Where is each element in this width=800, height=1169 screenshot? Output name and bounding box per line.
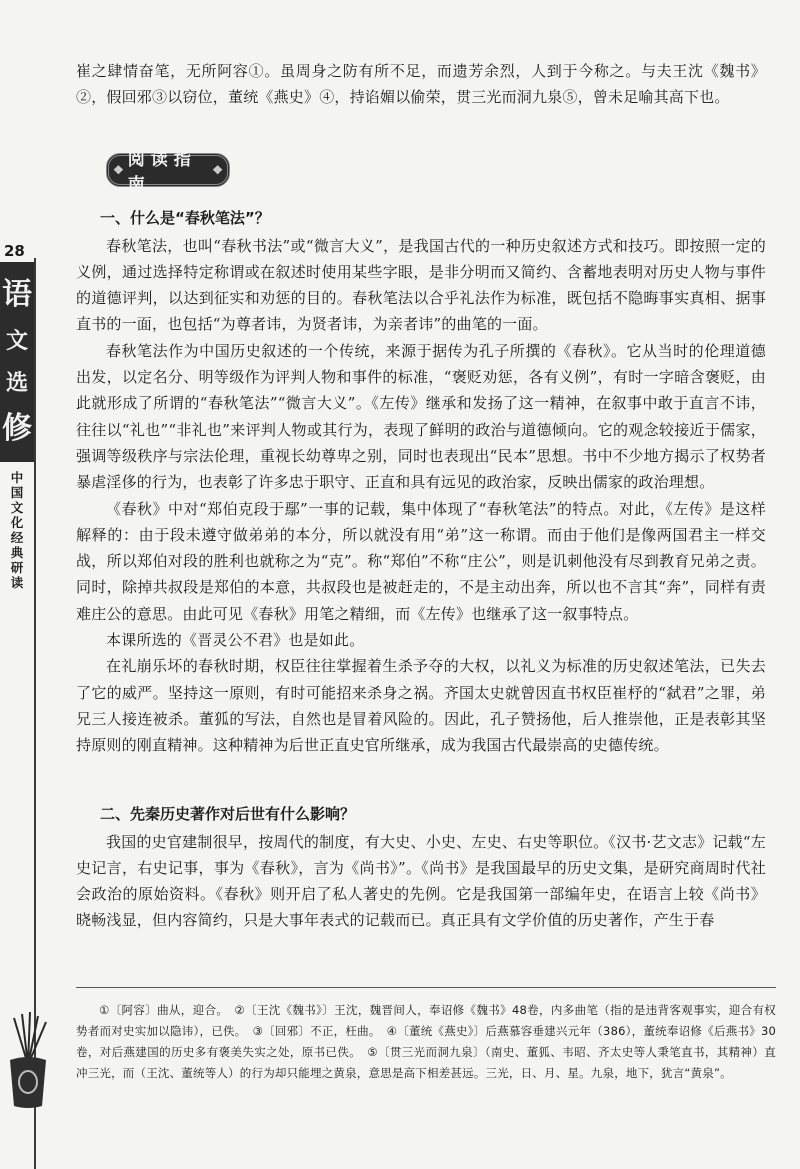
brush-pot-icon	[0, 1010, 56, 1110]
ornament-icon: ❖	[212, 162, 223, 177]
paragraph: 在礼崩乐坏的春秋时期，权臣往往掌握着生杀予夺的大权，以礼义为标准的历史叙述笔法，已失去了它的威严。坚持这一原则，有时可能招来杀身之祸。齐国太史就曾因直书权臣崔杼的“弑君”之罪，弟兄三人接连被杀。董狐的写法，自然也是冒着风险的。因此，孔子赞扬他，后人推崇他，正是表彰其坚持原则的刚直精神。这种精神为后世正直史官所继承，成为我国古代最崇高的史德传统。	[76, 657, 766, 755]
intro-paragraph: 崔之肆情奋笔，无所阿容①。虽周身之防有所不足，而遗芳余烈，人到于今称之。与夫王沈《魏书》②，假回邪③以窃位，董统《燕史》④，持谄媚以偷荣，贯三光而洞九泉⑤，曾未足喻其高下也。	[76, 62, 766, 107]
subtitle-char: 读	[10, 575, 24, 590]
footnote-text: ①〔阿容〕曲从，迎合。 ②〔王沈《魏书》〕王沈，魏晋间人，奉诏修《魏书》48卷，内多曲笔（指的是违背客观事实，迎合有权势者而对史实加以隐讳），已佚。 ③〔回邪〕不正，枉曲。 ④〔董统《燕史》〕后燕慕容垂建兴元年（386），董统奉诏修《后燕书》30卷，对后燕建国的历史多有褒美失实之处，原书已佚。 ⑤〔贯三光而洞九泉〕（南史、董狐、韦昭、齐太史等人秉笔直书，其精神）直冲三光，而（王沈、董统等人）的行为却只能埋之黄泉，意思是高下相差甚远。三光，日、月、星。九泉，地下，犹言“黄泉”。	[76, 1003, 776, 1080]
section-heading-1: 一、什么是“春秋笔法”？	[100, 208, 270, 227]
series-char-4: 修	[2, 411, 32, 446]
paragraph: 我国的史官建制很早，按周代的制度，有大史、小史、左史、右史等职位。《汉书·艺文志》记载“左史记言，右史记事，事为《春秋》，言为《尚书》”。《尚书》是我国最早的历史文集，是研究商周时代社会政治的原始资料。《春秋》则开启了私人著史的先例。它是我国第一部编年史，在语言上较《尚书》晓畅浅显，但内容简约，只是大事年表式的记载而已。真正具有文学价值的历史著作，产生于春	[76, 832, 766, 930]
section-heading-2: 二、先秦历史著作对后世有什么影响？	[100, 804, 356, 823]
subtitle-char: 典	[10, 545, 24, 560]
page-number: 28	[4, 242, 25, 260]
subtitle-char: 化	[10, 515, 24, 530]
book-subtitle-vertical	[6, 470, 28, 590]
series-char-2: 文	[5, 328, 28, 354]
subtitle-char: 国	[10, 485, 24, 500]
reading-guide-banner	[106, 149, 230, 195]
banner-label: 阅读指南	[127, 149, 197, 195]
paragraph: 春秋笔法作为中国历史叙述的一个传统，来源于据传为孔子所撰的《春秋》。它从当时的伦理道德出发，以定名分、明等级作为评判人物和事件的标准，“褒贬劝惩，各有义例”，有时一字暗含褒贬，由此就形成了所谓的“春秋笔法”“微言大义”。《左传》继承和发扬了这一精神，在叙事中敢于直言不讳，往往以“礼也”“非礼也”来评判人物或其行为，表现了鲜明的政治与道德倾向。它的观念较接近于儒家，强调等级秩序与宗法伦理，重视长幼尊卑之别，同时也表现出“民本”思想。书中不少地方揭示了权势者暴虐淫侈的行为，也表彰了许多忠于职守、正直和具有远见的政治家，反映出儒家的政治理想。	[76, 341, 766, 492]
ornament-icon: ❖	[113, 162, 124, 177]
subtitle-char: 中	[10, 470, 24, 485]
paragraph: 《春秋》中对“郑伯克段于鄢”一事的记载，集中体现了“春秋笔法”的特点。对此，《左传》是这样解释的：由于段未遵守做弟弟的本分，所以就没有用“弟”这一称谓。而由于他们是像两国君主一样交战，所以郑伯对段的胜利也就称之为“克”。称“郑伯”不称“庄公”，则是讥刺他没有尽到教育兄弟之责。同时，除掉共叔段是郑伯的本意，共叔段也是被赶走的，不是主动出奔，所以也不言其“奔”，同样有责难庄公的意思。由此可见《春秋》用笔之精细，而《左传》也继承了这一叙事特点。	[76, 499, 766, 623]
paragraph: 本课所选的《晋灵公不君》也是如此。	[106, 631, 365, 650]
paragraph: 春秋笔法，也叫“春秋书法”或“微言大义”，是我国古代的一种历史叙述方式和技巧。即按照一定的义例，通过选择特定称谓或在叙述时使用某些字眼，是非分明而又简约、含蓄地表明对历史人物与事件的道德评判，以达到征实和劝惩的目的。春秋笔法以合乎礼法作为标准，既包括不隐晦事实真相、据事直书的一面，也包括“为尊者讳，为贤者讳，为亲者讳”的曲笔的一面。	[76, 236, 766, 334]
subtitle-char: 文	[10, 500, 24, 515]
series-char-3: 选	[5, 370, 28, 396]
subtitle-char: 经	[10, 530, 24, 545]
series-char-1: 语	[2, 277, 32, 312]
footnotes	[76, 987, 776, 1084]
series-title-block	[0, 262, 34, 462]
subtitle-char: 研	[10, 560, 24, 575]
main-text-column	[76, 58, 766, 934]
